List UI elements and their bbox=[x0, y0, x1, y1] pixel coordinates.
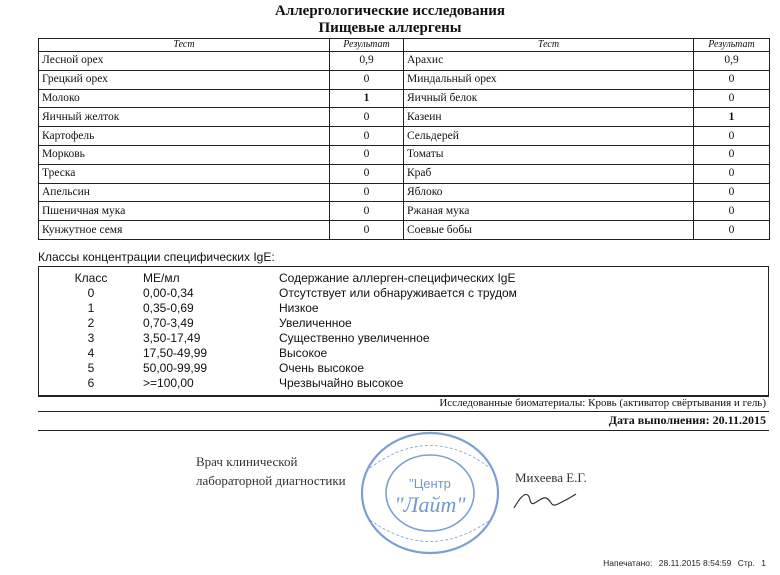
class-row bbox=[39, 361, 768, 376]
class-value: 1 bbox=[87, 301, 95, 315]
me-range: 3,50-17,49 bbox=[143, 331, 201, 345]
allergen-result: 0 bbox=[330, 108, 404, 127]
allergen-name: Треска bbox=[39, 164, 330, 183]
class-description: Очень высокое bbox=[279, 361, 365, 375]
allergen-result: 0 bbox=[330, 202, 404, 221]
class-row bbox=[39, 316, 768, 331]
print-info bbox=[599, 558, 766, 568]
allergen-result: 0 bbox=[694, 164, 770, 183]
allergen-name: Молоко bbox=[39, 89, 330, 108]
doctor-title bbox=[196, 452, 346, 490]
allergen-name: Грецкий орех bbox=[39, 70, 330, 89]
stamp-text: "Центр bbox=[409, 476, 451, 491]
col-test-left: Тест bbox=[39, 39, 330, 52]
doctor-name: Михеева Е.Г. bbox=[515, 470, 587, 485]
allergen-row bbox=[39, 89, 770, 108]
page-value: 1 bbox=[761, 558, 766, 568]
allergen-result: 0 bbox=[694, 70, 770, 89]
allergen-name: Пшеничная мука bbox=[39, 202, 330, 221]
allergen-row bbox=[39, 108, 770, 127]
signature bbox=[510, 486, 580, 516]
allergen-result: 0 bbox=[330, 183, 404, 202]
allergen-result: 0 bbox=[330, 221, 404, 240]
allergen-name: Казеин bbox=[404, 108, 694, 127]
allergen-result: 0 bbox=[330, 70, 404, 89]
allergen-name: Лесной орех bbox=[39, 52, 330, 71]
classes-caption: Классы концентрации специфических IgE: bbox=[38, 250, 275, 264]
report-title: Аллергологические исследования bbox=[275, 3, 505, 19]
allergen-result: 0 bbox=[694, 202, 770, 221]
allergen-result: 0 bbox=[330, 164, 404, 183]
allergen-name: Кунжутное семя bbox=[39, 221, 330, 240]
col-test-right: Тест bbox=[404, 39, 694, 52]
allergen-row bbox=[39, 221, 770, 240]
divider bbox=[38, 411, 769, 412]
allergen-result: 1 bbox=[694, 108, 770, 127]
doctor-title-line1: Врач клинической bbox=[196, 454, 298, 469]
allergen-row bbox=[39, 127, 770, 146]
printed-label: Напечатано: bbox=[603, 558, 653, 568]
allergen-result: 0,9 bbox=[330, 52, 404, 71]
desc-col-header: Содержание аллерген-специфических IgE bbox=[279, 271, 516, 285]
class-value: 6 bbox=[87, 376, 95, 390]
allergen-name: Краб bbox=[404, 164, 694, 183]
col-result-right: Результат bbox=[694, 39, 770, 52]
allergen-result: 1 bbox=[330, 89, 404, 108]
class-description: Низкое bbox=[279, 301, 319, 315]
allergen-result: 0 bbox=[330, 127, 404, 146]
class-value: 4 bbox=[87, 346, 95, 360]
allergen-name: Яблоко bbox=[404, 183, 694, 202]
page-label: Стр. bbox=[737, 558, 755, 568]
classes-table bbox=[38, 266, 769, 397]
me-range: 0,00-0,34 bbox=[143, 286, 194, 300]
allergen-name: Картофель bbox=[39, 127, 330, 146]
biomaterials-note: Исследованные биоматериалы: Кровь (активатор свёртывания и гель) bbox=[439, 397, 766, 409]
allergen-row bbox=[39, 202, 770, 221]
class-value: 3 bbox=[87, 331, 95, 345]
allergen-row bbox=[39, 183, 770, 202]
allergen-row bbox=[39, 52, 770, 71]
allergen-result: 0 bbox=[694, 127, 770, 146]
allergen-name: Миндальный орех bbox=[404, 70, 694, 89]
class-row bbox=[39, 376, 768, 391]
allergen-result: 0 bbox=[694, 221, 770, 240]
allergen-result: 0 bbox=[694, 145, 770, 164]
allergen-name: Соевые бобы bbox=[404, 221, 694, 240]
execution-date bbox=[609, 413, 766, 428]
allergen-result: 0,9 bbox=[694, 52, 770, 71]
me-range: >=100,00 bbox=[143, 376, 194, 390]
allergen-name: Морковь bbox=[39, 145, 330, 164]
col-result-left: Результат bbox=[330, 39, 404, 52]
class-value: 5 bbox=[87, 361, 95, 375]
me-range: 0,70-3,49 bbox=[143, 316, 194, 330]
allergen-name: Сельдерей bbox=[404, 127, 694, 146]
allergens-header-row bbox=[39, 39, 770, 52]
date-value: 20.11.2015 bbox=[712, 413, 766, 427]
class-description: Чрезвычайно высокое bbox=[279, 376, 404, 390]
me-range: 0,35-0,69 bbox=[143, 301, 194, 315]
allergen-result: 0 bbox=[330, 145, 404, 164]
allergen-name: Яичный белок bbox=[404, 89, 694, 108]
class-description: Увеличенное bbox=[279, 316, 352, 330]
class-row bbox=[39, 346, 768, 361]
class-row bbox=[39, 301, 768, 316]
me-col-header: МЕ/мл bbox=[143, 271, 180, 285]
class-value: 2 bbox=[87, 316, 95, 330]
allergen-row bbox=[39, 145, 770, 164]
report-subtitle: Пищевые аллергены bbox=[318, 20, 462, 36]
class-description: Существенно увеличенное bbox=[279, 331, 430, 345]
class-col-header: Класс bbox=[74, 271, 108, 285]
class-row bbox=[39, 286, 768, 301]
class-row bbox=[39, 331, 768, 346]
printed-value: 28.11.2015 8:54:59 bbox=[658, 558, 732, 568]
allergen-result: 0 bbox=[694, 183, 770, 202]
allergens-table bbox=[38, 38, 770, 240]
class-value: 0 bbox=[87, 286, 95, 300]
stamp-seal bbox=[355, 428, 505, 558]
classes-header-row bbox=[39, 271, 768, 286]
allergen-row bbox=[39, 70, 770, 89]
doctor-title-line2: лабораторной диагностики bbox=[196, 473, 346, 488]
me-range: 17,50-49,99 bbox=[143, 346, 208, 360]
allergen-row bbox=[39, 164, 770, 183]
class-description: Высокое bbox=[279, 346, 328, 360]
allergen-name: Арахис bbox=[404, 52, 694, 71]
me-range: 50,00-99,99 bbox=[143, 361, 208, 375]
allergen-name: Томаты bbox=[404, 145, 694, 164]
allergen-name: Яичный желток bbox=[39, 108, 330, 127]
class-description: Отсутствует или обнаруживается с трудом bbox=[279, 286, 517, 300]
allergen-name: Апельсин bbox=[39, 183, 330, 202]
date-label: Дата выполнения: bbox=[608, 413, 710, 427]
allergen-result: 0 bbox=[694, 89, 770, 108]
stamp-text: "Лайт" bbox=[394, 492, 466, 517]
allergen-name: Ржаная мука bbox=[404, 202, 694, 221]
